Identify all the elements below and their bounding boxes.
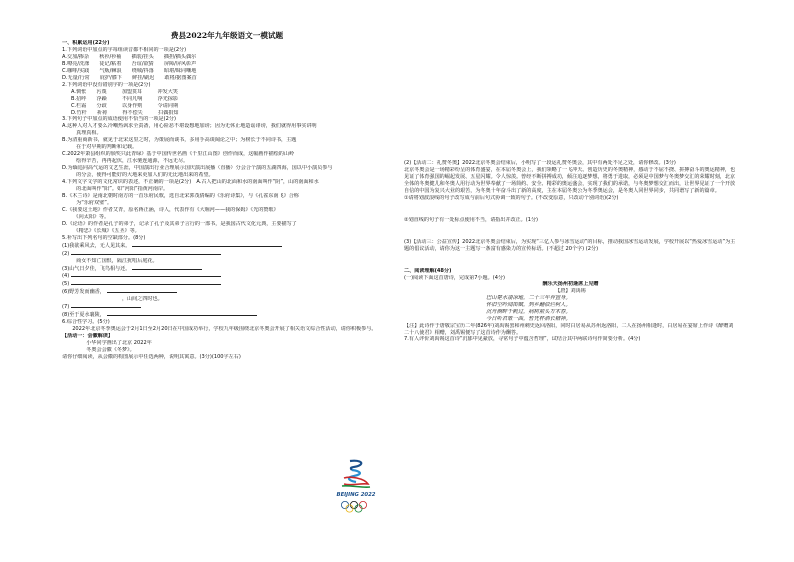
left-line [62, 61, 396, 68]
left-line-text: 请你仔细阅读，从会徽的构图展示中任选两种，说明其寓意。(3分)(100字左右) [62, 353, 241, 360]
page-title: 费县2022年九年级语文一模试题 [170, 31, 284, 40]
left-line-text: 3.下列句子中加点的成语使用不恰当的一项是(2分) [62, 116, 176, 123]
left-line [62, 110, 396, 117]
answer-blank[interactable] [71, 303, 141, 308]
right-line-text: 【唐】刘禹锡 [555, 288, 586, 295]
winter-dream-emblem-icon [330, 458, 382, 492]
left-line [62, 165, 396, 172]
right-line-text: (2)【活动二：礼赞冬奥】2022北京冬奥会结束后，小明写了一段运礼赞冬奥会，其中有两处不足之处，请你修改。(3分) [404, 160, 676, 166]
left-line [62, 272, 396, 280]
right-line [404, 281, 737, 288]
left-line-text: C.栏霜 分歧 以身作则 令请同期 [71, 102, 179, 109]
beijing-2022-emblem [330, 458, 382, 516]
left-line-text: (5) [62, 281, 70, 288]
left-line-text: 5.补写出下列名句的空缺部分。(8分) [62, 234, 146, 241]
left-line [62, 326, 396, 333]
right-line [404, 288, 737, 295]
left-line-text: C.《我要这土地》作者艾青，原名蒋正涵，诗人，代表作有《大堰河——我的保姆》《光的赞歌》 [62, 206, 279, 213]
left-line-text: D.无量/行常 庇护/膝下 鲜挂/刷迟 敢将/据图案首 [62, 74, 197, 81]
left-line [62, 116, 396, 123]
right-answer-space [404, 202, 737, 217]
left-line-text: 《向太阳》等。 [71, 213, 110, 220]
left-line [62, 235, 396, 242]
answer-blank[interactable] [132, 265, 202, 270]
left-line [62, 354, 396, 361]
left-line-text: 2.下列词语中没有错别字的一项是(2分) [62, 81, 151, 88]
right-line-text: 酬乐天扬州初逢席上见赠 [542, 281, 599, 288]
left-line-text: D.竹杆 祈祷 得不偿失 扫偶捐知 [71, 109, 179, 116]
left-line-text: 4.下列文字文学的文化常识的表述，不正确的一项是(2分) A.古人把山的北面和水的南面叫作“阴”，山的南面和水 [62, 179, 319, 186]
right-line-text: ①请将划波浪线的句子改写成与前后句式协调一致的句子。(不改变原意，只改动个别词语)(2分) [404, 194, 619, 201]
left-line-text: 商女不知亡国恨，隔江犹唱后庭花。 [71, 257, 158, 264]
answer-blank[interactable] [132, 242, 282, 247]
left-line [62, 200, 396, 207]
left-line [62, 280, 396, 288]
left-line [62, 347, 396, 354]
left-line-text: 的北面叫作“阳”。如“河阳”指黄河南岸。 [71, 186, 169, 193]
right-line-text: 今日听君歌一曲，暂凭杯酒长精神。 [486, 315, 571, 322]
left-line-text: (7) [62, 304, 70, 311]
right-line [404, 302, 737, 309]
right-line [404, 268, 737, 275]
right-line-text: 怀旧空吟闻笛赋，到乡翻似烂柯人。 [486, 302, 571, 309]
left-line-text: (8)至于夏水襄陵， [62, 312, 105, 319]
left-line [62, 75, 396, 82]
left-line [62, 47, 396, 54]
answer-blank[interactable] [71, 250, 221, 255]
left-line [62, 265, 396, 273]
left-line-text: C.咖啡/实践 气贩/棘浪 绕城/抖落 昭堪/昧同嘲地 [62, 67, 197, 74]
right-answer-space [404, 253, 737, 268]
right-line-text: 北京冬奥会是一场精彩纷呈的体育盛宴，在本届冬奥会上，我们领略了一飞冲天、创造历史的冬奥精神，感动于不屈不挠、拼搏奋斗的奥运精神，也见证了体育强国的崛起发展、五星闪耀。令人惊羡。曾经不断拼搏成功，倾注追逐梦想，将勇于进取，必须是中国梦与冬奥梦交汇的荣耀时刻，北京全体的冬奥健儿和冬奥人用行动为世界奉献了一场简约、安全、精彩的奥运盛会，实现了我们的承诺，与冬奥梦想交汇而出，让世界见证了一个开放自信的中国为复兴大业的艰苦，为冬奥十年奋斗出了新的高度，主在本届冬奥公为冬季奥运会，是冬奥人同世界同步，共同谱写了新的篇章。 [404, 166, 736, 194]
left-line [62, 221, 396, 228]
left-line-text: B.为清重商新书，就见于北宋这里之时，为策展而谈书，多用手高谈阔论之中；为榜长于不同诗书，主题 [62, 137, 297, 144]
left-line [62, 296, 396, 303]
answer-blank[interactable] [71, 280, 221, 285]
left-line [62, 250, 396, 258]
left-line [62, 130, 396, 137]
right-line [404, 239, 737, 253]
right-line [404, 309, 737, 316]
right-line [404, 217, 737, 224]
answer-blank[interactable] [71, 272, 221, 277]
right-line-text: 7.有人评价刘禹锡这首诗“沉郁中见豪放，寻常句子中蕴含哲理”，试结合其中两联诗句作简要分析。(4分) [404, 336, 641, 343]
left-line-text: D.《论语》的作者是孔子的弟子，记录了孔子及其弟子言行的一部书，是我国古代文化元典，主要描写了 [62, 220, 297, 227]
left-line-text: 一、积累运用(22分) [62, 40, 110, 46]
right-line [404, 316, 737, 323]
olympic-rings-icon [330, 500, 382, 514]
right-line-text: ②划直线的句子有一处标点使用不当，请指出并改正。(1分) [404, 216, 539, 223]
left-line-text: 绘得辛苦，再再起伏，江水驰连通源，不远无尽。 [71, 158, 189, 165]
left-line [62, 123, 396, 130]
left-line-text: (1)我欲乘风去，无人见其来。 [62, 242, 131, 249]
right-line-text: (3)【活动三：公益宣传】2022北京冬奥会结束后，为实现“三亿人参与冰雪运动”的目标，推动我国冰雪运动发展，学校开展以“热爱冰雪运动”为主题的倡议活动，请你为这一主题写一条富有感染力的宣传标语。(不超过 20个字) (2分) [404, 238, 736, 252]
right-column [404, 160, 737, 343]
right-line-text: 【注】此诗作于唐敬宗宝历二年(826年)刘禹锡罢和州刺史返回洛阳，同时白居易从苏州返洛阳，二人在扬州相逢时，白居易在宴席上作诗《醉赠刘二十八使君》相赠，刘禹锡便写了这首诗作为酬答。 [404, 322, 734, 336]
left-line-text: (4) [62, 273, 70, 280]
right-answer-space [404, 224, 737, 239]
left-line [62, 258, 396, 265]
left-line [62, 137, 396, 144]
left-line [62, 144, 396, 151]
left-line [62, 179, 396, 186]
left-line-text: B.《木兰诗》是南北朝时南方的一首乐府民歌，选自北宋郭茂倩编的《乐府诗集》，与《孔雀东南飞》合称 [62, 192, 299, 199]
left-line-text: ，山间之四时也。 [71, 296, 163, 303]
left-line [62, 158, 396, 165]
right-line [404, 295, 737, 302]
left-line-text: 《精忠》《长城》《五圣》等。 [71, 227, 140, 234]
left-line [62, 228, 396, 235]
right-line [404, 275, 737, 282]
emblem-brand-text: BEIJING 2022 [336, 492, 376, 498]
left-line-text: 1.下列词语中加点的字每组读音都不相同的一项是(2分) [62, 46, 187, 53]
left-line-text: B.招呼 浮躁 不同凡响 浮光掠影 [71, 95, 178, 102]
answer-blank[interactable] [107, 311, 257, 316]
left-line [62, 68, 396, 75]
left-line [62, 311, 396, 319]
left-line-text: 小华同学画出了北京 2022年 [71, 340, 152, 347]
left-column [62, 40, 396, 361]
left-line [62, 340, 396, 347]
left-line [62, 319, 396, 326]
left-line-text: (2) [62, 250, 70, 257]
left-line [62, 89, 396, 96]
left-line-text: 的分会，使得可能好的大地来更加人们的无比地出来的希望。 [71, 172, 214, 179]
right-line [404, 167, 737, 195]
left-line [62, 333, 396, 340]
left-line [62, 82, 396, 89]
left-line-text: B.嘹亮/洗涤 徒记/粘着 吾谊/欲猜 屏障/屏风彰声 [62, 60, 197, 67]
left-line [62, 103, 396, 110]
left-line-text: (6)野芳发而幽香， [62, 289, 105, 296]
left-line [62, 40, 396, 47]
left-line-text: (3)山气日夕佳，飞鸟相与还。 [62, 265, 131, 272]
left-line [62, 186, 396, 193]
left-line-text: 2022年北京冬季奥运会于2月1日至2月20日在中国成功举行，学校九年级围绕北京冬奥会开展了相关语文综合性活动，请你积极参与。 [62, 326, 377, 333]
left-line [62, 303, 396, 311]
right-line-text: 沉舟侧畔千帆过，病树前头万木春。 [486, 308, 571, 315]
left-line [62, 54, 396, 61]
right-line [404, 195, 737, 202]
left-line-text: 真理真相。 [71, 130, 102, 137]
right-line [404, 160, 737, 167]
left-line-text: C.2022年萧县组织的颁奖只此青绿》基于中国传世名画《千里江山图》创作而成，这幅画作描绘的山岭 [62, 151, 295, 158]
right-line [404, 323, 737, 337]
left-line-text: 6.综合性学习。(5分) [62, 319, 110, 326]
left-line-text: A.交加/掺杂 秋衫/衫袖 插装/挂头 插担/插头偶尔 [62, 53, 197, 60]
left-line-text: 为“乐府双璧”。 [71, 199, 112, 206]
left-line-text: 【活动一：会徽解读】 [62, 333, 113, 340]
answer-blank[interactable] [107, 288, 177, 293]
left-line [62, 214, 396, 221]
left-line-text: A.惆怅 污蔑 加盟贯耳 冲发大笑 [71, 88, 178, 95]
left-line-text: 在于对早期的判断和记载。 [71, 144, 138, 151]
right-line-text: 二、阅读理解(48分) [404, 267, 452, 274]
right-line-text: (一)阅读下面这首唐诗，完成第7小题。(4分) [404, 274, 506, 281]
left-line [62, 172, 396, 179]
right-line [404, 336, 737, 343]
left-line [62, 288, 396, 296]
left-line-text: D.为缅追同高气运的文艺生涯，中国演出行业合理展示国庆演出展播（直播）分会合个演的五湖四海，国以中小演员参与 [62, 165, 333, 172]
left-line-text: 冬奥会会徽《冬梦》。 [71, 346, 135, 353]
left-line-text: A.这种人对人才要么冷嘲热讽求全责备，用心险恶不堪设想地加谤；因为无休止地造谣诽谤，我们就得用事实讲明 [62, 123, 317, 130]
left-line [62, 193, 396, 200]
right-line-text: 巴山楚水凄凉地，二十三年弃置身。 [486, 295, 571, 302]
left-line [62, 242, 396, 250]
left-line [62, 207, 396, 214]
left-line [62, 96, 396, 103]
left-line [62, 151, 396, 158]
